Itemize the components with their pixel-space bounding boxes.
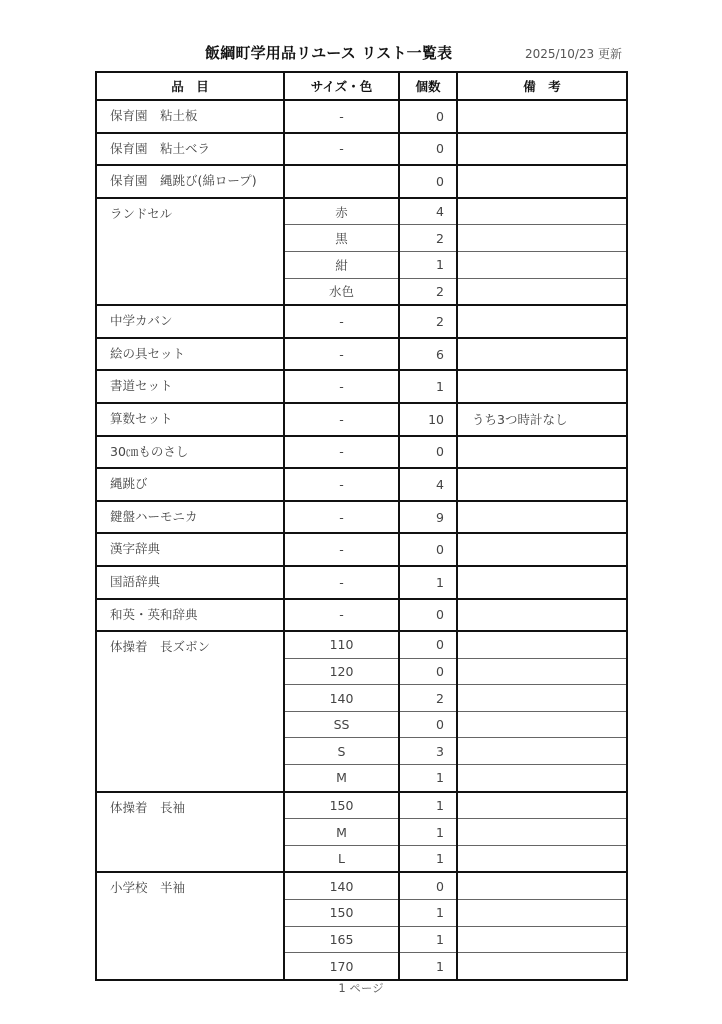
size-color-cell: - xyxy=(284,133,399,166)
table-row xyxy=(96,133,627,166)
size-color-cell: 140 xyxy=(284,685,399,712)
reuse-items-table xyxy=(95,71,628,981)
item-name-cell: 漢字辞典 xyxy=(96,533,284,566)
remarks-cell xyxy=(457,900,627,927)
table-row xyxy=(96,599,627,632)
remarks-cell xyxy=(457,926,627,953)
remarks-cell xyxy=(457,685,627,712)
table-row xyxy=(96,468,627,501)
quantity-cell: 2 xyxy=(399,278,457,305)
table-row xyxy=(96,305,627,338)
item-name-cell: 30㎝ものさし xyxy=(96,436,284,469)
remarks-cell xyxy=(457,338,627,371)
quantity-cell: 1 xyxy=(399,845,457,872)
size-color-cell: SS xyxy=(284,711,399,738)
remarks-cell xyxy=(457,251,627,278)
quantity-cell: 0 xyxy=(399,631,457,658)
table-header-row xyxy=(96,72,627,100)
table-body xyxy=(96,100,627,980)
quantity-cell: 0 xyxy=(399,100,457,133)
item-name-cell: 鍵盤ハーモニカ xyxy=(96,501,284,534)
remarks-cell xyxy=(457,225,627,252)
size-color-cell: 赤 xyxy=(284,198,399,225)
column-header-quantity: 個数 xyxy=(399,72,457,100)
item-name-cell: 算数セット xyxy=(96,403,284,436)
size-color-cell: 黒 xyxy=(284,225,399,252)
quantity-cell: 1 xyxy=(399,566,457,599)
quantity-cell: 0 xyxy=(399,658,457,685)
table-row xyxy=(96,165,627,198)
quantity-cell: 4 xyxy=(399,468,457,501)
remarks-cell xyxy=(457,370,627,403)
table-row xyxy=(96,198,627,225)
table-row xyxy=(96,792,627,819)
item-name-cell: 小学校 半袖 xyxy=(96,872,284,979)
table-row xyxy=(96,370,627,403)
quantity-cell: 1 xyxy=(399,926,457,953)
size-color-cell: - xyxy=(284,370,399,403)
item-name-cell: 体操着 長ズボン xyxy=(96,631,284,792)
remarks-cell xyxy=(457,953,627,980)
size-color-cell: 水色 xyxy=(284,278,399,305)
column-header-item: 品 目 xyxy=(96,72,284,100)
remarks-cell xyxy=(457,278,627,305)
updated-date: 2025/10/23 更新 xyxy=(525,47,622,61)
remarks-cell xyxy=(457,533,627,566)
item-name-cell: 中学カバン xyxy=(96,305,284,338)
size-color-cell: - xyxy=(284,436,399,469)
quantity-cell: 4 xyxy=(399,198,457,225)
remarks-cell xyxy=(457,599,627,632)
quantity-cell: 0 xyxy=(399,872,457,899)
size-color-cell: 150 xyxy=(284,900,399,927)
page-title: 飯綱町学用品リユース リスト一覧表 xyxy=(205,44,453,62)
size-color-cell: - xyxy=(284,338,399,371)
remarks-cell xyxy=(457,819,627,846)
size-color-cell: - xyxy=(284,403,399,436)
remarks-cell xyxy=(457,738,627,765)
size-color-cell: 120 xyxy=(284,658,399,685)
column-header-remarks: 備 考 xyxy=(457,72,627,100)
size-color-cell xyxy=(284,165,399,198)
remarks-cell xyxy=(457,566,627,599)
remarks-cell xyxy=(457,845,627,872)
size-color-cell: L xyxy=(284,845,399,872)
quantity-cell: 1 xyxy=(399,792,457,819)
remarks-cell xyxy=(457,792,627,819)
item-name-cell: 体操着 長袖 xyxy=(96,792,284,873)
quantity-cell: 1 xyxy=(399,900,457,927)
table-row xyxy=(96,872,627,899)
size-color-cell: 110 xyxy=(284,631,399,658)
table-row xyxy=(96,566,627,599)
remarks-cell xyxy=(457,765,627,792)
quantity-cell: 0 xyxy=(399,711,457,738)
remarks-cell xyxy=(457,198,627,225)
remarks-cell xyxy=(457,165,627,198)
size-color-cell: M xyxy=(284,819,399,846)
quantity-cell: 1 xyxy=(399,819,457,846)
item-name-cell: 絵の具セット xyxy=(96,338,284,371)
size-color-cell: M xyxy=(284,765,399,792)
size-color-cell: - xyxy=(284,305,399,338)
remarks-cell xyxy=(457,501,627,534)
size-color-cell: - xyxy=(284,566,399,599)
table-row xyxy=(96,338,627,371)
quantity-cell: 1 xyxy=(399,953,457,980)
table-row xyxy=(96,436,627,469)
size-color-cell: 140 xyxy=(284,872,399,899)
item-name-cell: 保育園 縄跳び(綿ロープ) xyxy=(96,165,284,198)
quantity-cell: 0 xyxy=(399,599,457,632)
table-row xyxy=(96,501,627,534)
remarks-cell xyxy=(457,711,627,738)
quantity-cell: 1 xyxy=(399,370,457,403)
size-color-cell: 170 xyxy=(284,953,399,980)
table-row xyxy=(96,100,627,133)
quantity-cell: 1 xyxy=(399,251,457,278)
size-color-cell: 紺 xyxy=(284,251,399,278)
quantity-cell: 0 xyxy=(399,436,457,469)
remarks-cell xyxy=(457,100,627,133)
table-row xyxy=(96,631,627,658)
size-color-cell: 150 xyxy=(284,792,399,819)
size-color-cell: - xyxy=(284,501,399,534)
page-number: 1 ページ xyxy=(338,981,384,995)
item-name-cell: 国語辞典 xyxy=(96,566,284,599)
remarks-cell xyxy=(457,468,627,501)
remarks-cell xyxy=(457,133,627,166)
quantity-cell: 10 xyxy=(399,403,457,436)
size-color-cell: 165 xyxy=(284,926,399,953)
quantity-cell: 0 xyxy=(399,165,457,198)
quantity-cell: 1 xyxy=(399,765,457,792)
remarks-cell xyxy=(457,658,627,685)
quantity-cell: 2 xyxy=(399,685,457,712)
size-color-cell: - xyxy=(284,599,399,632)
quantity-cell: 6 xyxy=(399,338,457,371)
size-color-cell: - xyxy=(284,468,399,501)
quantity-cell: 0 xyxy=(399,133,457,166)
remarks-cell xyxy=(457,872,627,899)
item-name-cell: 書道セット xyxy=(96,370,284,403)
remarks-cell xyxy=(457,305,627,338)
size-color-cell: - xyxy=(284,533,399,566)
quantity-cell: 3 xyxy=(399,738,457,765)
size-color-cell: - xyxy=(284,100,399,133)
item-name-cell: ランドセル xyxy=(96,198,284,305)
quantity-cell: 2 xyxy=(399,225,457,252)
remarks-cell xyxy=(457,436,627,469)
size-color-cell: S xyxy=(284,738,399,765)
remarks-cell: うち3つ時計なし xyxy=(457,403,627,436)
item-name-cell: 縄跳び xyxy=(96,468,284,501)
remarks-cell xyxy=(457,631,627,658)
item-name-cell: 保育園 粘土ベラ xyxy=(96,133,284,166)
quantity-cell: 2 xyxy=(399,305,457,338)
quantity-cell: 0 xyxy=(399,533,457,566)
item-name-cell: 保育園 粘土板 xyxy=(96,100,284,133)
column-header-size-color: サイズ・色 xyxy=(284,72,399,100)
table-row xyxy=(96,403,627,436)
table-row xyxy=(96,533,627,566)
item-name-cell: 和英・英和辞典 xyxy=(96,599,284,632)
quantity-cell: 9 xyxy=(399,501,457,534)
